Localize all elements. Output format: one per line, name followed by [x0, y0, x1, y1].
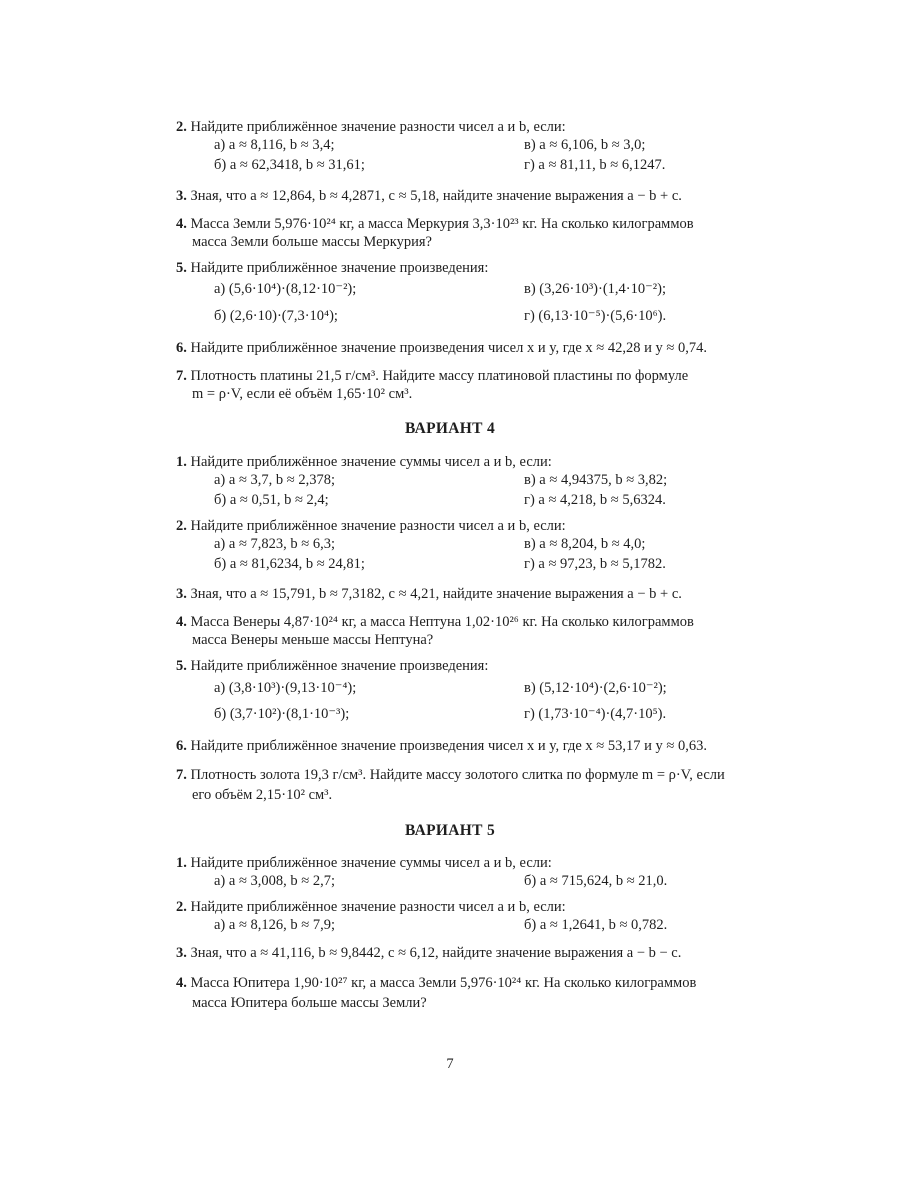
page-number: 7 [446, 1056, 454, 1072]
option-g: г) (1,73·10⁻⁴)·(4,7·10⁵). [524, 706, 667, 722]
option-v: в) a ≈ 8,204, b ≈ 4,0; [524, 536, 646, 552]
problem-7 [176, 367, 688, 385]
problem-text: Зная, что a ≈ 41,116, b ≈ 9,8442, c ≈ 6,12, найдите значение выражения a − b − c. [190, 945, 682, 961]
option-b: б) a ≈ 0,51, b ≈ 2,4; [214, 492, 329, 508]
problem-number: 6. [176, 738, 187, 754]
problem-6 [176, 737, 707, 755]
problem-text: Найдите приближённое значение разности чисел a и b, если: [190, 518, 566, 534]
variant-5-heading: ВАРИАНТ 5 [405, 822, 495, 839]
problem-4 [176, 215, 694, 233]
problem-4 [176, 613, 694, 631]
problem-number: 7. [176, 767, 187, 783]
problem-2 [176, 517, 566, 535]
problem-3 [176, 187, 682, 205]
problem-number: 4. [176, 614, 187, 630]
problem-text: Найдите приближённое значение разности чисел a и b, если: [190, 119, 566, 135]
problem-text: Найдите приближённое значение произведения чисел x и y, где x ≈ 42,28 и y ≈ 0,74. [190, 340, 707, 356]
problem-number: 7. [176, 368, 187, 384]
problem-number: 2. [176, 119, 187, 135]
problem-text: Найдите приближённое значение произведения чисел x и y, где x ≈ 53,17 и y ≈ 0,63. [190, 738, 707, 754]
problem-3 [176, 944, 681, 962]
problem-6 [176, 339, 707, 357]
problem-text: Масса Венеры 4,87·10²⁴ кг, а масса Нептуна 1,02·10²⁶ кг. На сколько килограммов [190, 614, 694, 630]
problem-number: 4. [176, 216, 187, 232]
option-b: б) (3,7·10²)·(8,1·10⁻³); [214, 706, 350, 722]
option-b: б) a ≈ 1,2641, b ≈ 0,782. [524, 917, 668, 933]
problem-number: 5. [176, 658, 187, 674]
problem-text-cont: его объём 2,15·10² см³. [192, 787, 333, 803]
problem-2 [176, 118, 566, 136]
option-b: б) a ≈ 81,6234, b ≈ 24,81; [214, 556, 365, 572]
option-a: а) (3,8·10³)·(9,13·10⁻⁴); [214, 680, 357, 696]
problem-number: 3. [176, 188, 187, 204]
option-g: г) a ≈ 4,218, b ≈ 5,6324. [524, 492, 666, 508]
option-b: б) (2,6·10)·(7,3·10⁴); [214, 308, 338, 324]
problem-7 [176, 766, 725, 784]
problem-text: Найдите приближённое значение разности чисел a и b, если: [190, 899, 566, 915]
variant-4-heading: ВАРИАНТ 4 [405, 420, 495, 437]
problem-text: Найдите приближённое значение суммы чисел a и b, если: [190, 454, 552, 470]
option-v: в) (5,12·10⁴)·(2,6·10⁻²); [524, 680, 667, 696]
problem-4 [176, 974, 696, 992]
problem-5 [176, 259, 488, 277]
problem-number: 3. [176, 586, 187, 602]
option-g: г) a ≈ 81,11, b ≈ 6,1247. [524, 157, 666, 173]
option-a: а) a ≈ 3,008, b ≈ 2,7; [214, 873, 336, 889]
problem-1 [176, 453, 552, 471]
option-a: а) a ≈ 7,823, b ≈ 6,3; [214, 536, 336, 552]
problem-number: 6. [176, 340, 187, 356]
problem-5 [176, 657, 488, 675]
option-a: а) a ≈ 8,116, b ≈ 3,4; [214, 137, 335, 153]
problem-1 [176, 854, 552, 872]
option-g: г) (6,13·10⁻⁵)·(5,6·10⁶). [524, 308, 667, 324]
problem-number: 1. [176, 454, 187, 470]
problem-number: 2. [176, 518, 187, 534]
problem-text: Плотность платины 21,5 г/см³. Найдите массу платиновой пластины по формуле [190, 368, 689, 384]
problem-text: Зная, что a ≈ 15,791, b ≈ 7,3182, c ≈ 4,21, найдите значение выражения a − b + c. [190, 586, 682, 602]
option-g: г) a ≈ 97,23, b ≈ 5,1782. [524, 556, 666, 572]
problem-text: Найдите приближённое значение суммы чисел a и b, если: [190, 855, 552, 871]
option-a: а) a ≈ 3,7, b ≈ 2,378; [214, 472, 336, 488]
problem-3 [176, 585, 682, 603]
problem-text: Найдите приближённое значение произведения: [190, 260, 489, 276]
problem-2 [176, 898, 566, 916]
problem-number: 4. [176, 975, 187, 991]
problem-text: Зная, что a ≈ 12,864, b ≈ 4,2871, c ≈ 5,18, найдите значение выражения a − b + c. [190, 188, 682, 204]
option-v: в) a ≈ 6,106, b ≈ 3,0; [524, 137, 646, 153]
option-v: в) (3,26·10³)·(1,4·10⁻²); [524, 281, 666, 297]
option-a: а) (5,6·10⁴)·(8,12·10⁻²); [214, 281, 357, 297]
problem-text: Плотность золота 19,3 г/см³. Найдите массу золотого слитка по формуле m = ρ·V, если [190, 767, 725, 783]
problem-number: 2. [176, 899, 187, 915]
option-a: а) a ≈ 8,126, b ≈ 7,9; [214, 917, 336, 933]
option-v: в) a ≈ 4,94375, b ≈ 3,82; [524, 472, 668, 488]
problem-number: 5. [176, 260, 187, 276]
problem-text: Масса Юпитера 1,90·10²⁷ кг, а масса Земли 5,976·10²⁴ кг. На сколько килограммов [190, 975, 697, 991]
problem-text-cont: масса Юпитера больше массы Земли? [192, 995, 427, 1011]
problem-text: Масса Земли 5,976·10²⁴ кг, а масса Меркурия 3,3·10²³ кг. На сколько килограммов [190, 216, 694, 232]
option-b: б) a ≈ 62,3418, b ≈ 31,61; [214, 157, 365, 173]
problem-number: 1. [176, 855, 187, 871]
problem-text-cont: масса Земли больше массы Меркурия? [192, 234, 432, 250]
problem-number: 3. [176, 945, 187, 961]
option-b: б) a ≈ 715,624, b ≈ 21,0. [524, 873, 668, 889]
problem-text-cont: m = ρ·V, если её объём 1,65·10² см³. [192, 386, 413, 402]
problem-text: Найдите приближённое значение произведения: [190, 658, 489, 674]
problem-text-cont: масса Венеры меньше массы Нептуна? [192, 632, 434, 648]
